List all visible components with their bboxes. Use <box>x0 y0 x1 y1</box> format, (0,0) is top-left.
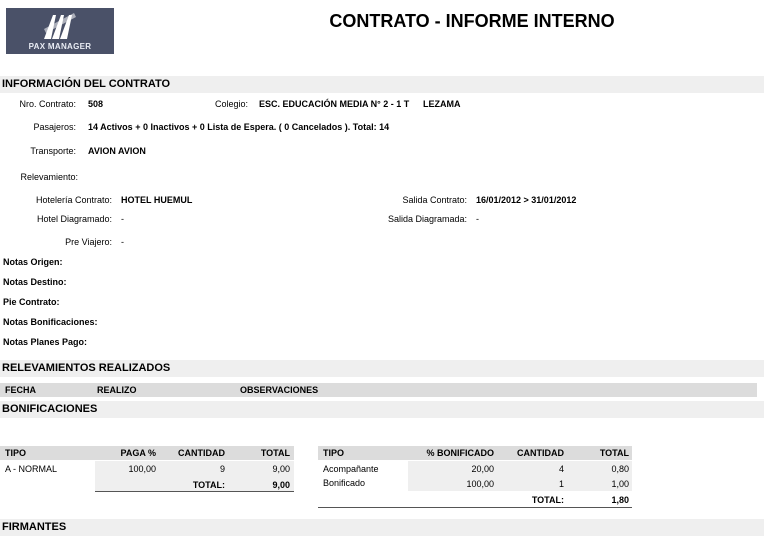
nro-contrato-label: Nro. Contrato: <box>19 99 76 109</box>
column-header-paga: PAGA % <box>120 448 156 458</box>
nro-contrato-value: 508 <box>88 99 104 109</box>
bonif-left-header <box>0 446 294 460</box>
logo-text: PAX MANAGER <box>28 42 92 51</box>
column-header-tipo: TIPO <box>5 448 27 458</box>
bonif-right-cantidad-2: 1 <box>558 479 564 489</box>
bonif-left-total-value: 9,00 <box>272 480 290 490</box>
colegio-value: ESC. EDUCACIÓN MEDIA N° 2 - 1 T <box>259 99 410 109</box>
bonif-right-pct-1: 20,00 <box>471 464 494 474</box>
notas-origen-label: Notas Origen: <box>3 257 63 267</box>
column-header-tipo: TIPO <box>323 448 345 458</box>
hoteleria-label: Hotelería Contrato: <box>35 195 112 205</box>
bonif-left-tipo: A - NORMAL <box>5 464 58 474</box>
hotel-diagramado-label: Hotel Diagramado: <box>36 214 112 224</box>
bonif-left-total-label: TOTAL: <box>192 480 225 490</box>
bonif-left-total: 9,00 <box>272 464 290 474</box>
bonif-right-cantidad-1: 4 <box>558 464 564 474</box>
salida-contrato-label: Salida Contrato: <box>402 195 467 205</box>
bonif-right-total-1: 0,80 <box>611 464 629 474</box>
notas-bonificaciones-label: Notas Bonificaciones: <box>3 317 98 327</box>
localidad-value: LEZAMA <box>423 99 461 109</box>
bonif-right-tipo-1: Acompañante <box>323 464 379 474</box>
bonif-right-bottom-line <box>318 507 632 508</box>
hotel-diagramado-value: - <box>121 214 124 224</box>
column-header-cantidad: CANTIDAD <box>517 448 564 458</box>
hoteleria-value: HOTEL HUEMUL <box>121 195 193 205</box>
section-bonificaciones-title: BONIFICACIONES <box>0 401 764 418</box>
column-header-cantidad: CANTIDAD <box>178 448 225 458</box>
pasajeros-label: Pasajeros: <box>33 122 76 132</box>
pie-contrato-label: Pie Contrato: <box>3 297 60 307</box>
bonif-right-header <box>318 446 632 460</box>
column-header-fecha: FECHA <box>5 385 36 395</box>
bonif-left-bottom-line <box>95 491 294 492</box>
relevamiento-label: Relevamiento: <box>20 172 78 182</box>
bonif-left-paga: 100,00 <box>128 464 156 474</box>
column-header-observaciones: OBSERVACIONES <box>240 385 319 395</box>
pasajeros-value: 14 Activos + 0 Inactivos + 0 Lista de Espera. ( 0 Cancelados ). Total: 14 <box>88 122 390 132</box>
bonif-right-total-2: 1,00 <box>611 479 629 489</box>
report-title: CONTRATO - INFORME INTERNO <box>329 11 615 31</box>
pre-viajero-value: - <box>121 237 124 247</box>
salida-diagramada-value: - <box>476 214 479 224</box>
transporte-label: Transporte: <box>30 146 76 156</box>
notas-planes-pago-label: Notas Planes Pago: <box>3 337 88 347</box>
column-header-bonificado: % BONIFICADO <box>426 448 494 458</box>
notas-destino-label: Notas Destino: <box>3 277 67 287</box>
section-relevamientos-title: RELEVAMIENTOS REALIZADOS <box>0 360 764 377</box>
salida-contrato-value: 16/01/2012 > 31/01/2012 <box>476 195 577 205</box>
colegio-label: Colegio: <box>214 99 248 109</box>
bonif-right-total-value: 1,80 <box>611 495 629 505</box>
pre-viajero-label: Pre Viajero: <box>65 237 112 247</box>
transporte-value: AVION AVION <box>88 146 146 156</box>
section-info-title: INFORMACIÓN DEL CONTRATO <box>0 76 764 93</box>
column-header-total: TOTAL <box>260 448 290 458</box>
bonif-right-total-label: TOTAL: <box>531 495 564 505</box>
salida-diagramada-label: Salida Diagramada: <box>387 214 467 224</box>
column-header-total: TOTAL <box>599 448 629 458</box>
bonif-right-pct-2: 100,00 <box>466 479 494 489</box>
column-header-realizo: REALIZO <box>97 385 137 395</box>
section-firmantes-title: FIRMANTES <box>0 519 764 536</box>
bonif-right-tipo-2: Bonificado <box>323 478 366 488</box>
relevamientos-table-header <box>0 383 757 397</box>
bonif-left-cantidad: 9 <box>219 464 225 474</box>
